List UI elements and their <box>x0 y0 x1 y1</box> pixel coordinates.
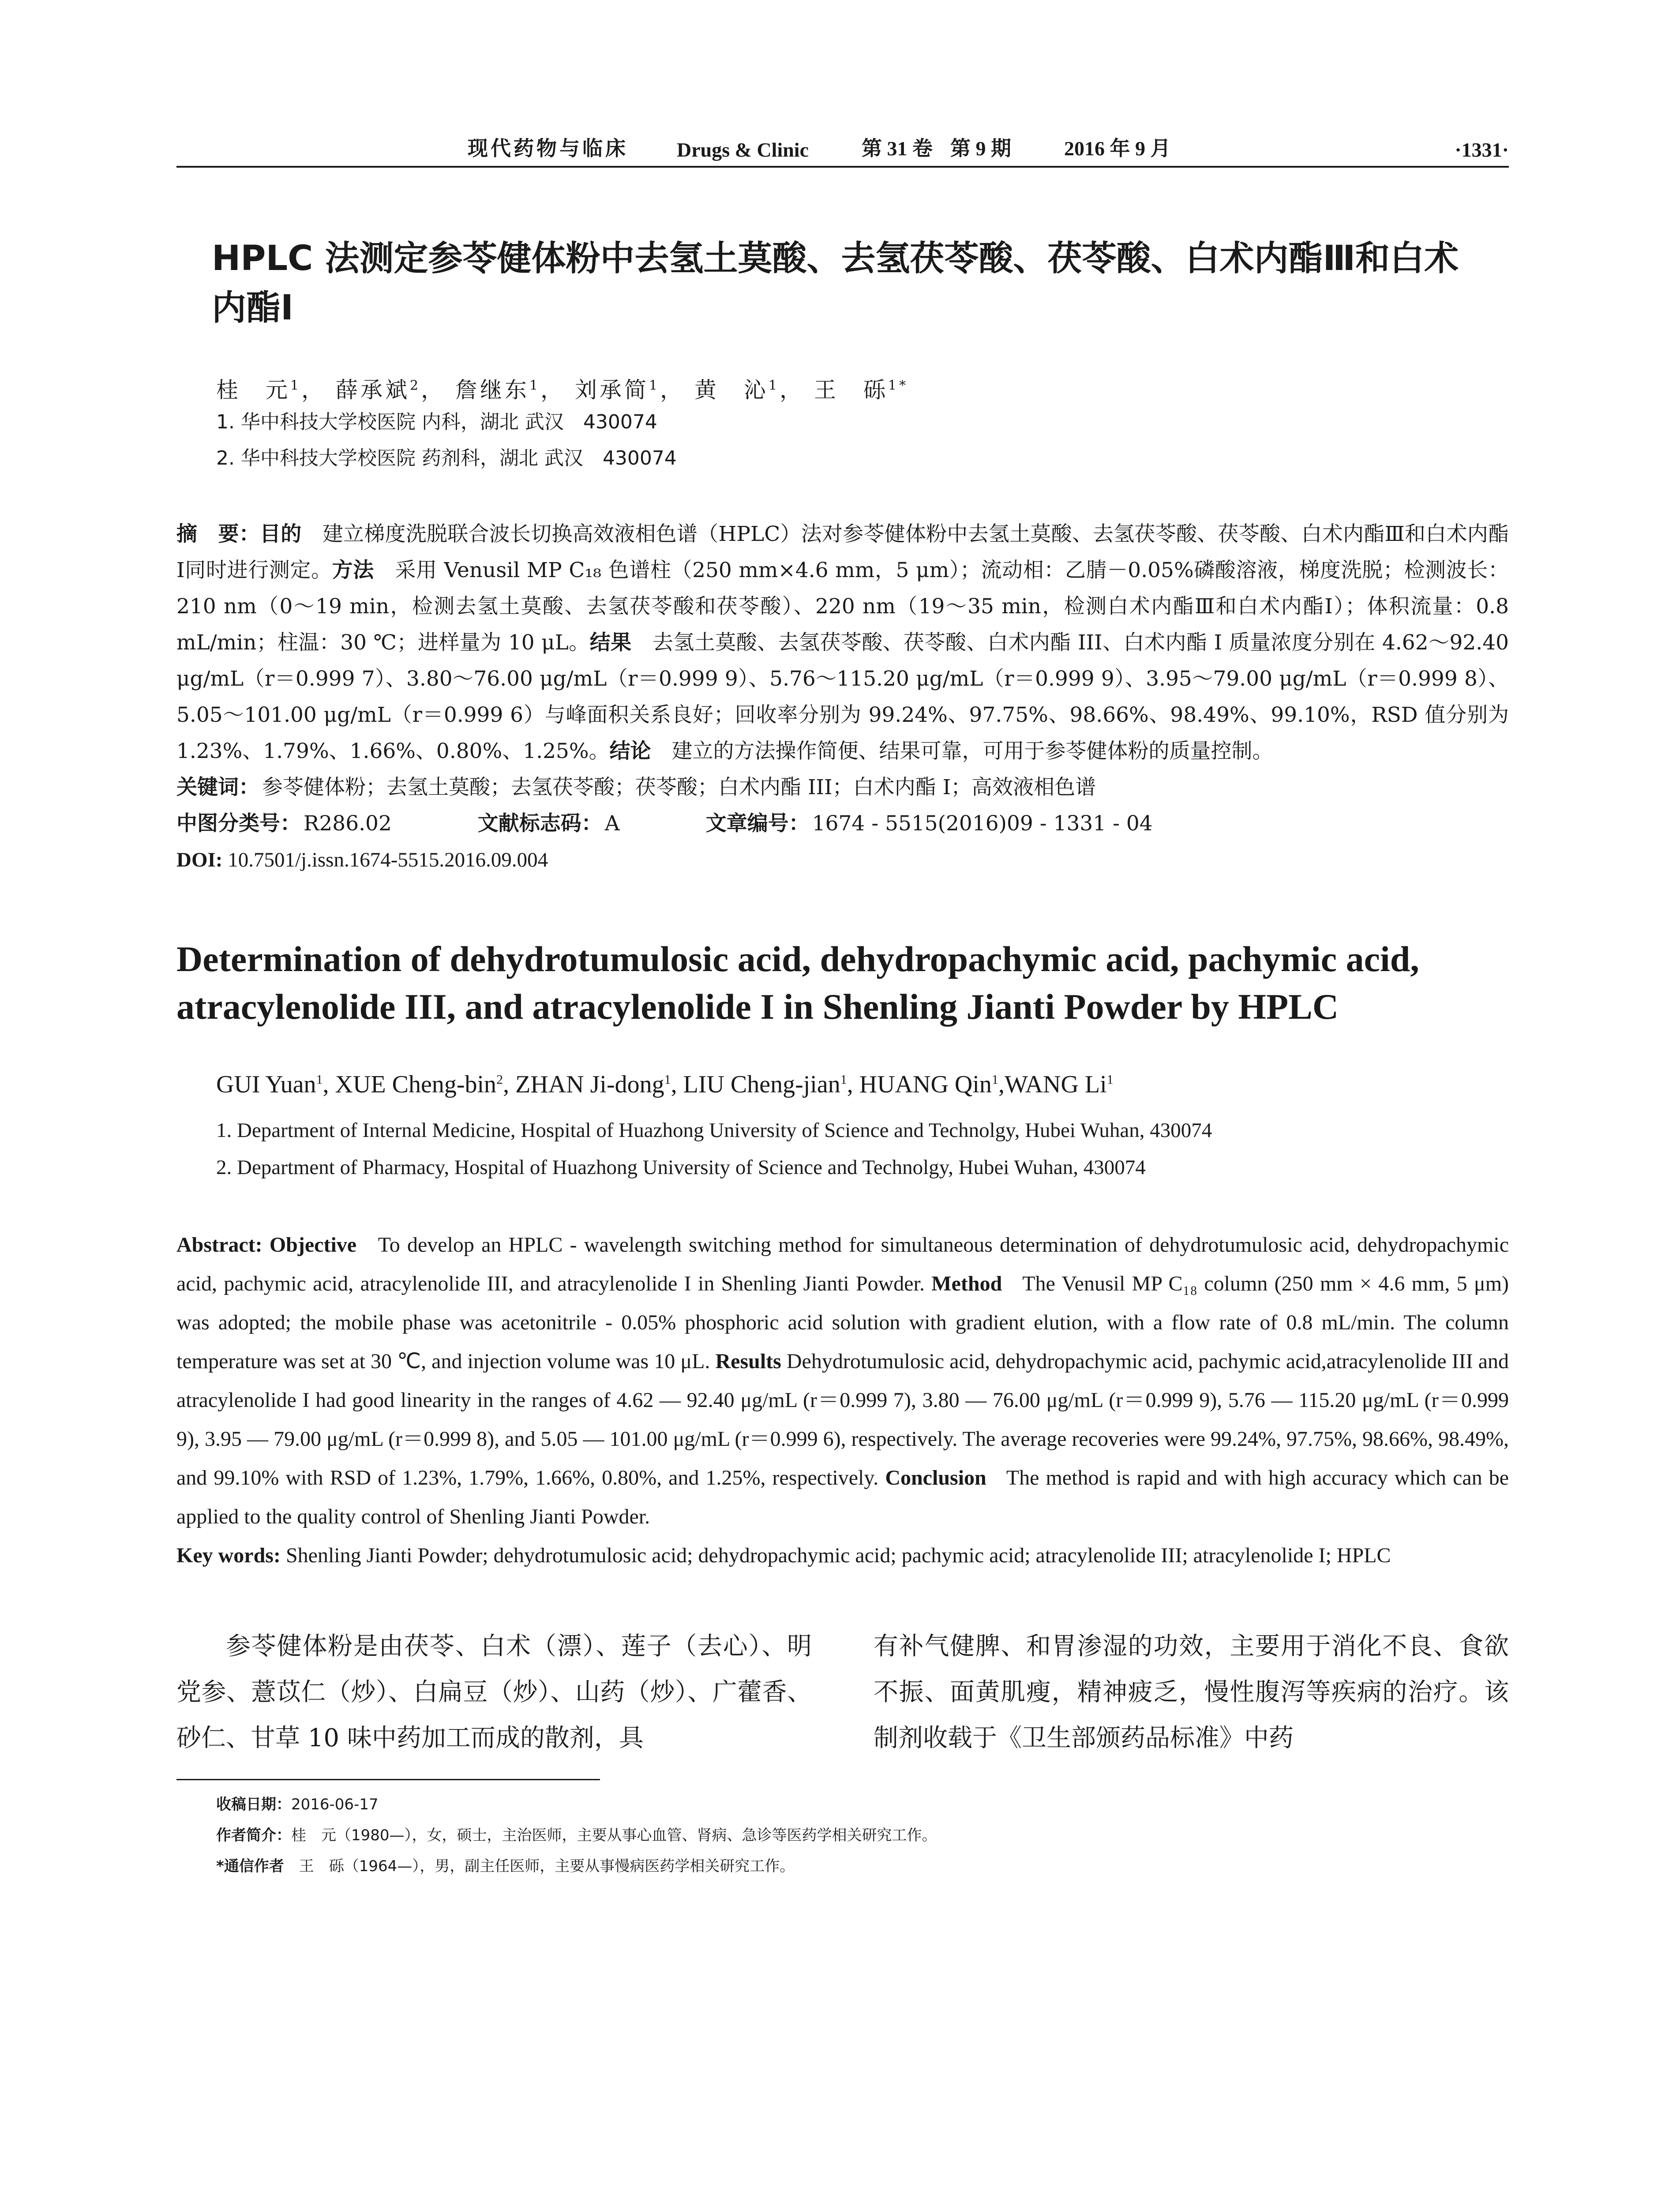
conclusion-label: Conclusion <box>885 1466 986 1489</box>
author-sup: 1 <box>1106 1072 1114 1087</box>
chinese-abstract <box>176 516 1509 769</box>
objective-label: 目的 <box>259 522 302 546</box>
english-affiliation: 2. Department of Pharmacy, Hospital of Huazhong University of Science and Technolgy, Hubei Wuhan, 430074 <box>216 1156 1146 1179</box>
received-date <box>216 1789 1509 1820</box>
footnotes <box>216 1789 1509 1882</box>
keywords-text: Shenling Jianti Powder; dehydrotumulosic acid; dehydropachymic acid; pachymic acid; atracylenolide III; atracylenolide I; HPLC <box>285 1544 1391 1567</box>
result-text: 去氢土莫酸、去氢茯苓酸、茯苓酸、白术内酯 III、白术内酯 I 质量浓度分别在 4.62～92.40 μg/mL（r＝0.999 7）、3.80～76.00 μg/mL（r＝0.999 9）、5.76～115.20 μg/mL（r＝0.999 9）、3.95～79.00 μg/mL（r＝0.999 8）、5.05～101.00 μg/mL（r＝0.999 6）与峰面积关系良好；回收率分别为 99.24%、97.75%、98.66%、98.49%、99.10%，RSD 值分别为 1.23%、1.79%、1.66%、0.80%、1.25%。 <box>176 630 1509 763</box>
doi-label: DOI: <box>176 848 223 871</box>
author-bio-label: 作者简介： <box>216 1827 291 1844</box>
author-name: 桂 元 <box>216 377 290 403</box>
author <box>575 377 660 403</box>
keywords-label: Key words: <box>176 1544 281 1567</box>
journal-name-cn: 现代药物与临床 <box>468 137 628 160</box>
objective-text: 建立梯度洗脱联合波长切换高效液相色谱（HPLC）法对参苓健体粉中去氢土莫酸、去氢茯苓酸、茯苓酸、白术内酯Ⅲ和白术内酯Ⅰ同时进行测定。 <box>176 522 1509 582</box>
footnote-divider <box>176 1779 600 1780</box>
method-label: 方法 <box>332 558 374 582</box>
english-keywords <box>176 1536 1509 1575</box>
author-name: ZHAN Ji-dong <box>515 1071 664 1098</box>
author-sup: 1 <box>769 378 780 394</box>
author <box>859 1071 998 1098</box>
author-name: GUI Yuan <box>216 1071 316 1098</box>
author-sup: 1 <box>290 378 302 394</box>
journal-name-en: Drugs & Clinic <box>677 139 809 161</box>
english-abstract <box>176 1226 1509 1575</box>
conclusion-text: The method is rapid and with high accuracy which can be applied to the quality control of Shenling Jianti Powder. <box>176 1466 1509 1528</box>
chinese-keywords <box>176 769 1509 806</box>
author-sup: 2 <box>496 1072 503 1087</box>
author-sup: 1 <box>664 1072 671 1087</box>
author <box>515 1071 671 1098</box>
received-label: 收稿日期： <box>216 1796 291 1813</box>
classification-row <box>176 806 1509 842</box>
author-name: HUANG Qin <box>859 1071 992 1098</box>
author <box>814 377 908 403</box>
method-text: The Venusil MP C₁₈ column (250 mm × 4.6 mm, 5 μm) was adopted; the mobile phase was acetonitrile - 0.05% phosphoric acid solution with gradient elution, with a flow rate of 0.8 mL/min. The column temperature was set at 30 ℃, and injection volume was 10 μL. <box>176 1272 1509 1373</box>
issue: 第 9 期 <box>950 137 1011 160</box>
doi-row <box>176 842 1509 878</box>
result-label: Results <box>715 1350 781 1373</box>
author <box>336 377 421 403</box>
method-text: 采用 Venusil MP C₁₈ 色谱柱（250 mm×4.6 mm，5 μm）；流动相：乙腈－0.05%磷酸溶液，梯度洗脱；检测波长：210 nm（0～19 min，检测去氢土莫酸、去氢茯苓酸和茯苓酸）、220 nm（19～35 min，检测白术内酯Ⅲ和白术内酯Ⅰ）；体积流量：0.8 mL/min；柱温：30 ℃；进样量为 10 μL。 <box>176 558 1509 655</box>
author-sup: 1 <box>316 1072 323 1087</box>
chinese-affiliation: 2. 华中科技大学校医院 药剂科，湖北 武汉 430074 <box>216 447 677 469</box>
author <box>683 1071 847 1098</box>
author-name: LIU Cheng-jian <box>683 1071 840 1098</box>
article-no-label: 文章编号： <box>705 811 810 836</box>
corresponding-text: 王 砾（1964—），男，副主任医师，主要从事慢病医药学相关研究工作。 <box>299 1857 795 1875</box>
conclusion-text: 建立的方法操作简便、结果可靠，可用于参苓健体粉的质量控制。 <box>671 739 1273 763</box>
clc-value: R286.02 <box>304 811 392 836</box>
author-name: WANG Li <box>1004 1071 1107 1098</box>
author-bio-text: 桂 元（1980—），女，硕士，主治医师，主要从事心血管、肾病、急诊等医药学相关研究工作。 <box>291 1827 937 1844</box>
chinese-authors: 桂 元$^1$， 薛承斌$^2$， 詹继东$^1$， 刘承简$^1$， 黄 沁$^1$， 王 砾$^{1*}$ <box>216 377 909 403</box>
author-sup: 1 <box>840 1072 847 1087</box>
author-name: 詹继东 <box>455 377 529 403</box>
doi-value[interactable]: 10.7501/j.issn.1674-5515.2016.09.004 <box>228 848 548 871</box>
author <box>216 377 301 403</box>
abstract-label: 摘 要： <box>176 522 260 546</box>
author <box>335 1071 503 1098</box>
author-name: 薛承斌 <box>336 377 410 403</box>
running-header <box>176 132 1509 168</box>
paper-page <box>176 132 1509 1882</box>
author <box>1005 1071 1114 1098</box>
english-title: Determination of dehydrotumulosic acid, dehydropachymic acid, pachymic acid, atracylenolide III, and atracylenolide I in Shenling Jianti Powder by HPLC <box>176 939 1419 1027</box>
author-sup: 1 <box>529 378 541 394</box>
author-sup: 1 <box>991 1072 998 1087</box>
corresponding-author <box>216 1851 1509 1882</box>
conclusion-label: 结论 <box>609 739 651 763</box>
result-text: Dehydrotumulosic acid, dehydropachymic acid, pachymic acid,atracylenolide III and atracylenolide I had good linearity in the ranges of 4.62 — 92.40 μg/mL (r＝0.999 7), 3.80 — 76.00 μg/mL (r＝0.999 9), 5.76 — 115.20 μg/mL (r＝0.999 9), 3.95 — 79.00 μg/mL (r＝0.999 8), and 5.05 — 101.00 μg/mL (r＝0.999 6), respectively. The average recoveries were 99.24%, 97.75%, 98.66%, 98.49%, and 99.10% with RSD of 1.23%, 1.79%, 1.66%, 0.80%, and 1.25%, respectively. <box>176 1350 1509 1489</box>
author-sup: 2 <box>410 378 421 394</box>
author-sup: 1 <box>649 378 660 394</box>
article-no-value: 1674 - 5515(2016)09 - 1331 - 04 <box>812 811 1153 836</box>
english-affiliation: 1. Department of Internal Medicine, Hospital of Huazhong University of Science and Technolgy, Hubei Wuhan, 430074 <box>216 1119 1212 1142</box>
publication-date: 2016 年 9 月 <box>1064 137 1171 160</box>
body-column-left: 参苓健体粉是由茯苓、白术（漂）、莲子（去心）、明党参、薏苡仁（炒）、白扁豆（炒）、山药（炒）、广藿香、砂仁、甘草 10 味中药加工而成的散剂，具 <box>176 1632 812 1752</box>
chinese-title: HPLC 法测定参苓健体粉中去氢土莫酸、去氢茯苓酸、茯苓酸、白术内酯Ⅲ和白术内酯Ⅰ <box>212 239 1459 328</box>
volume: 第 31 卷 <box>862 137 933 160</box>
method-label: Method <box>931 1272 1002 1295</box>
abstract-label: Abstract: <box>176 1233 262 1257</box>
clc-label: 中图分类号： <box>176 811 301 836</box>
doc-code-label: 文献标志码： <box>477 811 602 836</box>
received-value: 2016-06-17 <box>291 1796 379 1813</box>
author <box>694 377 780 403</box>
author-name: XUE Cheng-bin <box>335 1071 497 1098</box>
corresponding-label: *通信作者 <box>216 1857 284 1875</box>
keywords-text: 参苓健体粉；去氢土莫酸；去氢茯苓酸；茯苓酸；白术内酯 III；白术内酯 I；高效液相色谱 <box>262 775 1096 799</box>
author-name: 王 砾 <box>814 377 888 403</box>
objective-label: Objective <box>269 1233 357 1257</box>
author <box>216 1071 323 1098</box>
author <box>455 377 540 403</box>
author-sup: 1* <box>888 378 909 394</box>
keywords-label: 关键词： <box>176 775 259 799</box>
author-bio <box>216 1820 1509 1851</box>
body-text <box>176 1624 1509 1761</box>
body-column-right: 有补气健脾、和胃渗湿的功效，主要用于消化不良、食欲不振、面黄肌瘦，精神疲乏，慢性腹泻等疾病的治疗。该制剂收载于《卫生部颁药品标准》中药 <box>874 1632 1509 1752</box>
page-number: ·1331· <box>1455 139 1509 161</box>
author-name: 刘承简 <box>575 377 649 403</box>
english-authors: GUI Yuan$^1$, XUE Cheng-bin$^2$, ZHAN Ji-dong$^1$, LIU Cheng-jian$^1$, HUANG Qin$^1$,WANG Li$^1$ <box>216 1071 1114 1098</box>
chinese-affiliation: 1. 华中科技大学校医院 内科，湖北 武汉 430074 <box>216 411 657 433</box>
objective-text: To develop an HPLC - wavelength switching method for simultaneous determination of dehydrotumulosic acid, dehydropachymic acid, pachymic acid, atracylenolide III, and atracylenolide I in Shenling Jianti Powder. <box>176 1233 1509 1295</box>
result-label: 结果 <box>589 630 632 655</box>
doc-code-value: A <box>604 811 620 836</box>
author-name: 黄 沁 <box>694 377 769 403</box>
